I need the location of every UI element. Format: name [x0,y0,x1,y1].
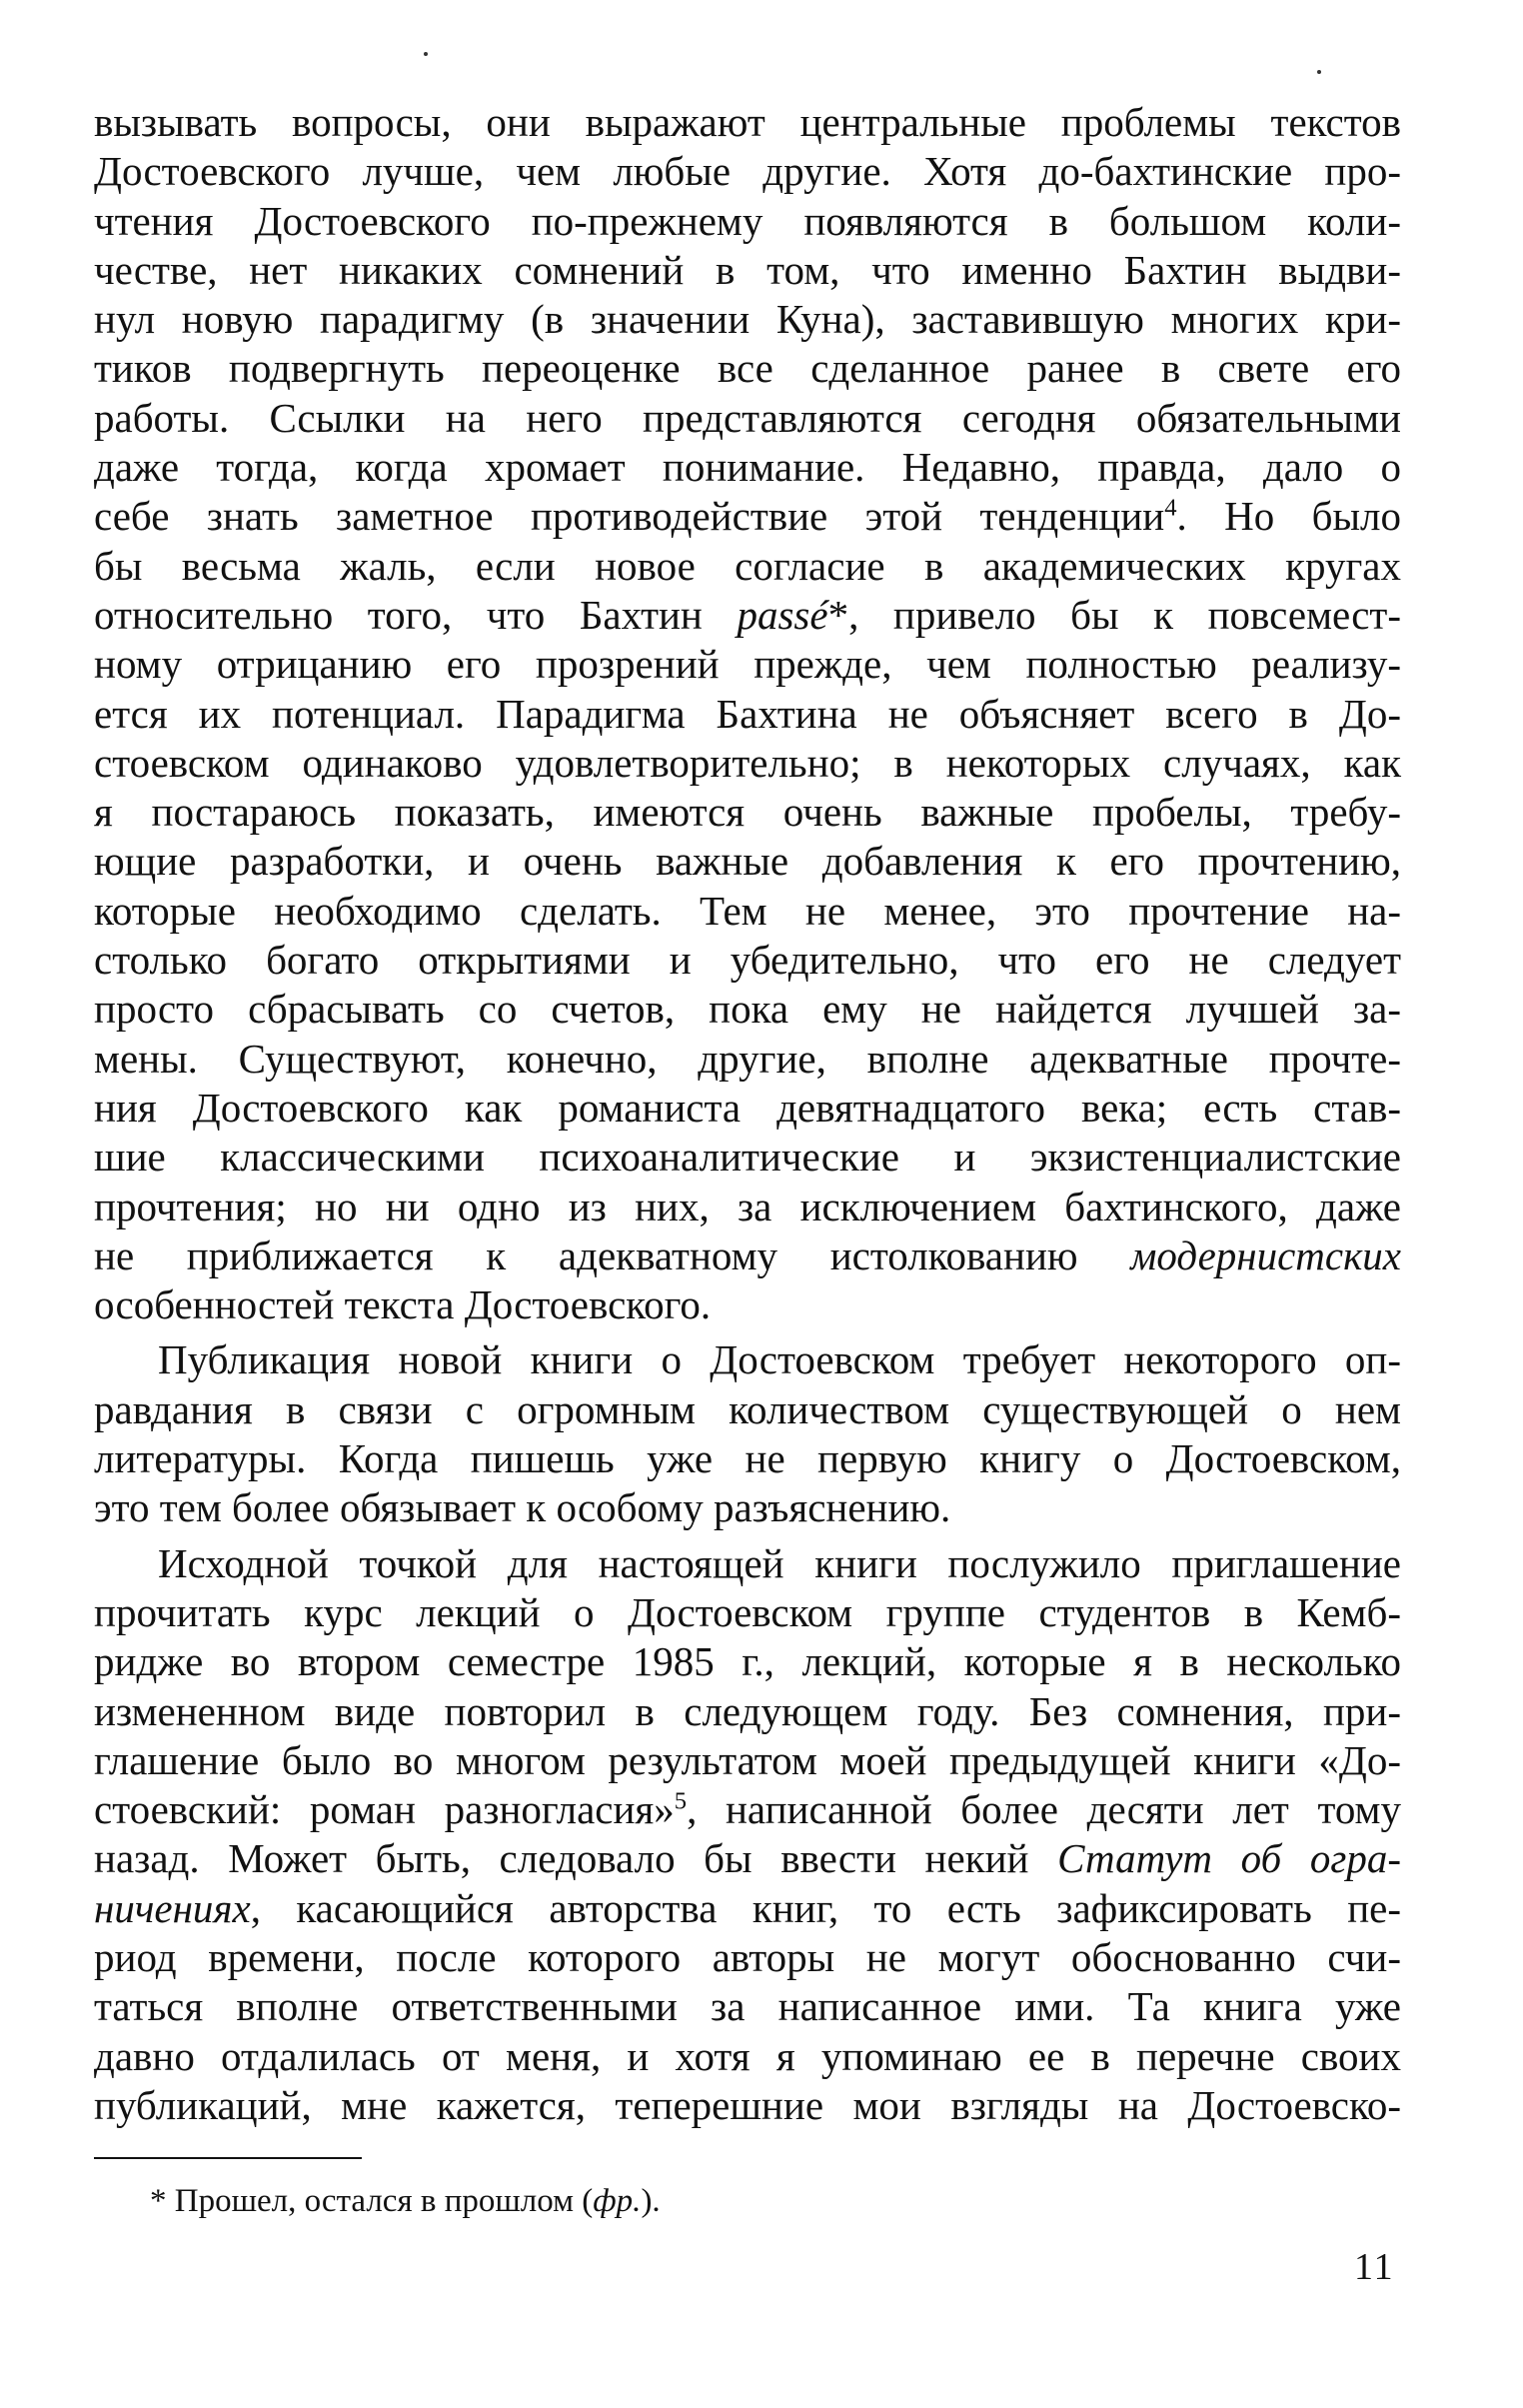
scan-speck [1317,70,1321,74]
text-line: особенностей текста Достоевского. [94,1281,712,1328]
footnote-ref-4: 4 [1164,494,1177,522]
text-line: мены. Существуют, конечно, другие, вполне адекватные прочте- [94,1035,1401,1082]
footnote [150,2181,661,2221]
text-line: стоевском одинаково удовлетворительно; в некоторых случаях, как [94,739,1401,786]
footnote-text: Прошел, остался в прошлом ( [174,2183,594,2219]
text-line: ридже во втором семестре 1985 г., лекций, которые я в несколько [94,1638,1401,1685]
text-line [94,1785,1401,1834]
footnote-italic: фр. [593,2183,642,2219]
text-line: честве, нет никаких сомнений в том, что именно Бахтин выдви- [94,246,1401,293]
text-line: тиков подвергнуть переоценке все сделанное ранее в свете его [94,345,1401,392]
text-line: которые необходимо сделать. Тем не менее, это прочтение на- [94,887,1401,934]
text-line: даже тогда, когда хромает понимание. Недавно, правда, дало о [94,444,1401,491]
text-line: ния Достоевского как романиста девятнадцатого века; есть став- [94,1084,1401,1131]
text-line: чтения Достоевского по-прежнему появляются в большом коли- [94,197,1401,244]
text-line [94,591,1401,640]
paragraph-2 [94,1335,1401,1532]
text-line: прочтения; но ни одно из них, за исключением бахтинского, даже [94,1183,1401,1229]
paragraph-1 [94,98,1401,1329]
text-line: риод времени, после которого авторы не могут обоснованно счи- [94,1933,1401,1980]
footnote-divider [94,2157,362,2159]
text-line [94,1834,1401,1883]
text-segment: , написанной более десяти лет тому [687,1786,1401,1833]
text-segment: себе знать заметное противодействие этой тенденции [94,493,1165,540]
paragraph-3 [94,1539,1401,2131]
text-line [94,1884,1401,1933]
text-line: равдания в связи с огромным количеством существующей о нем [94,1385,1401,1432]
text-line: литературы. Когда пишешь уже не первую книгу о Достоевском, [94,1435,1401,1482]
main-text [94,98,1401,2130]
footnote-close: ). [641,2183,661,2219]
italic-term-modernist: модернистских [1130,1231,1401,1278]
text-line: ется их потенциал. Парадигма Бахтина не объясняет всего в До- [94,690,1401,737]
footnote-ref-5: 5 [674,1787,688,1815]
text-line: шие классическими психоаналитические и экзистенциалистские [94,1134,1401,1181]
text-line: бы весьма жаль, если новое согласие в академических кругах [94,542,1401,589]
text-line: ному отрицанию его прозрений прежде, чем полностью реализу- [94,641,1401,688]
text-segment: *, привело бы к повсемест- [827,591,1401,638]
text-line: глашение было во многом результатом моей предыдущей книги «До- [94,1736,1401,1783]
text-line: измененном виде повторил в следующем году. Без сомнения, при- [94,1687,1401,1734]
footnote-marker: * [150,2183,167,2219]
text-line: прочитать курс лекций о Достоевском группе студентов в Кемб- [94,1588,1401,1635]
text-segment: не приближается к адекватному истолкованию [94,1231,1131,1278]
scan-speck [424,52,428,56]
italic-term-passe: passé [737,591,828,638]
text-segment: , касающийся авторства книг, то есть зафиксировать пе- [250,1884,1401,1931]
text-line: ющие разработки, и очень важные добавления к его прочтению, [94,838,1401,885]
text-line [94,492,1401,541]
text-line: давно отдалилась от меня, и хотя я упоминаю ее в перечне своих [94,2032,1401,2079]
italic-title-statute: Статут об огра- [1057,1835,1401,1882]
text-line: просто сбрасывать со счетов, пока ему не найдется лучшей за- [94,986,1401,1033]
text-segment: относительно того, что Бахтин [94,591,738,638]
page-number: 11 [1354,2246,1395,2288]
text-line: таться вполне ответственными за написанное ими. Та книга уже [94,1983,1401,2030]
text-line: работы. Ссылки на него представляются сегодня обязательными [94,394,1401,441]
text-segment: назад. Может быть, следовало бы ввести некий [94,1835,1058,1882]
text-segment: . Но было [1176,493,1401,540]
text-line: столько богато открытиями и убедительно, что его не следует [94,937,1401,984]
text-line: Исходной точкой для настоящей книги послужило приглашение [158,1539,1401,1586]
text-line: я постараюсь показать, имеются очень важные пробелы, требу- [94,789,1401,836]
text-line: публикаций, мне кажется, теперешние мои взгляды на Достоевско- [94,2081,1401,2128]
text-segment: стоевский: роман разногласия» [94,1786,675,1833]
italic-title-statute-cont: ничениях [94,1884,251,1931]
text-line: Публикация новой книги о Достоевском требует некоторого оп- [158,1336,1401,1383]
text-line: Достоевского лучше, чем любые другие. Хотя до-бахтинские про- [94,148,1401,195]
text-line [94,1231,1401,1280]
text-line: нул новую парадигму (в значении Куна), заставившую многих кри- [94,296,1401,343]
text-line: это тем более обязывает к особому разъяснению. [94,1484,951,1531]
text-line: вызывать вопросы, они выражают центральные проблемы текстов [94,99,1401,145]
